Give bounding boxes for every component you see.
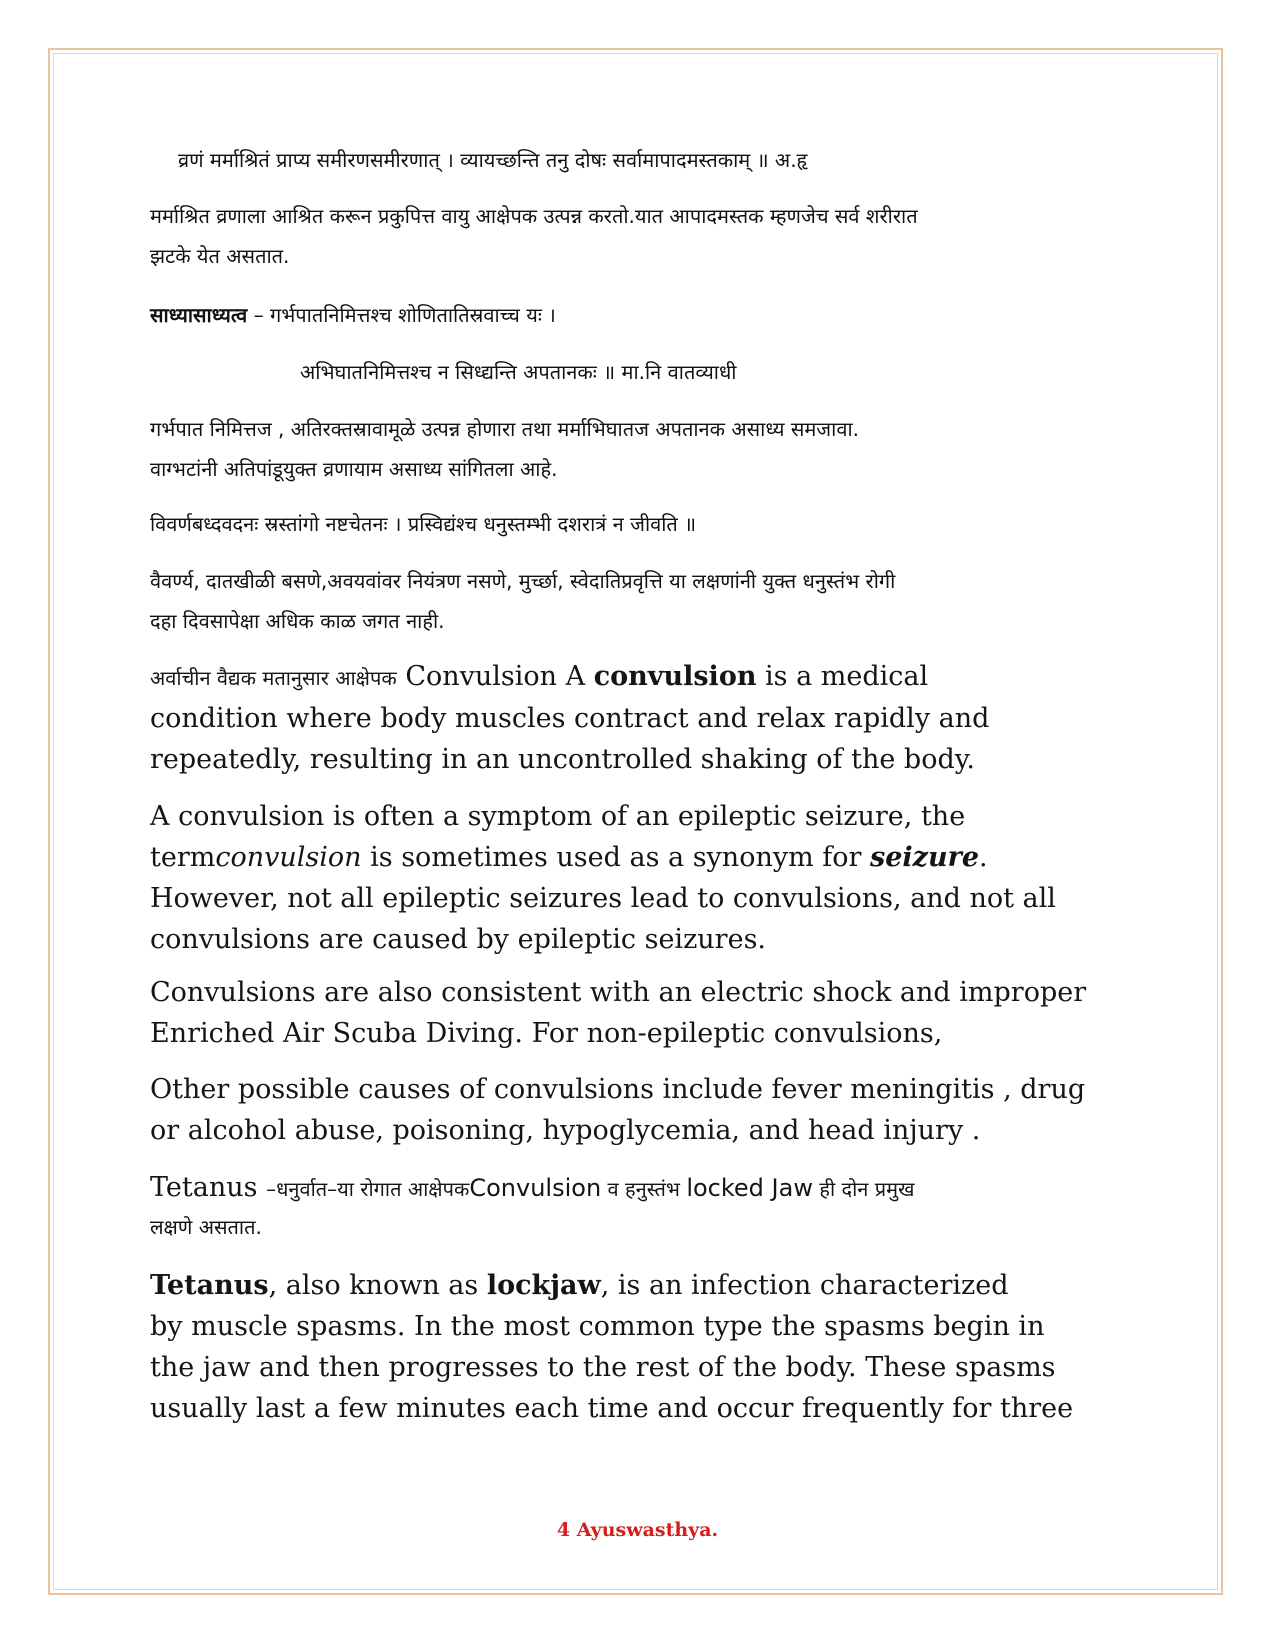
paragraph-line: However, not all epileptic seizures lead to convulsions, and not all [150, 883, 1056, 914]
page-footer: 4 Ayuswasthya. [556, 1519, 719, 1541]
marathi-span: –धनुर्वात–या रोगात आक्षेपक [266, 1177, 470, 1201]
text-span: term [150, 842, 216, 873]
marathi-span: व हनुस्तंभ [601, 1177, 687, 1201]
text-span: . [979, 842, 988, 873]
paragraph-line: by muscle spasms. In the most common type the spasms begin in [150, 1311, 1045, 1342]
text-span: Convulsion [469, 1174, 602, 1202]
shloka-2: अभिघातनिमित्तश्च न सिध्द्यन्ति अपतानकः ॥ मा.नि वातव्याधी [300, 360, 737, 384]
paragraph-tetanus-marathi [150, 1168, 1130, 1245]
paragraph-line [150, 1168, 1130, 1209]
paragraph-line: मर्माश्रित व्रणाला आश्रित करून प्रकुपित्त वायु आक्षेपक उत्पन्न करतो.यात आपादमस्तक म्हणजेच सर्व शरीरात [150, 204, 918, 228]
shloka-1: व्रणं मर्माश्रितं प्राप्य समीरणसमीरणात् । व्यायच्छन्ति तनु दोषः सर्वामापादमस्तकाम् ॥ अ.हृ [178, 148, 808, 172]
paragraph-line: convulsions are caused by epileptic seizures. [150, 924, 767, 955]
paragraph-line: गर्भपात निमित्तज , अतिरक्तस्रावामूळे उत्पन्न होणारा तथा मर्माभिघातज अपतानक असाध्य समजावा. [150, 417, 859, 441]
marathi-intro: अर्वाचीन वैद्यक मतानुसार आक्षेपक [150, 666, 397, 690]
paragraph-line: वाग्भटांनी अतिपांडूयुक्त व्रणायाम असाध्य सांगितला आहे. [150, 457, 558, 481]
paragraph-line: usually last a few minutes each time and occur frequently for three [150, 1393, 1074, 1424]
paragraph-epileptic [150, 796, 1130, 960]
sadhyasadhyatva-line [150, 295, 1110, 335]
text-span: is a medical [756, 661, 929, 692]
text-span: is sometimes used as a synonym for [361, 842, 871, 873]
paragraph-other-causes [150, 1069, 1130, 1151]
shloka-3: विवर्णबध्दवदनः स्रस्तांगो नष्टचेतनः । प्रस्विद्यंश्च धनुस्तम्भी दशरात्रं न जीवति ॥ [150, 512, 697, 536]
paragraph-explanation-3 [150, 561, 1110, 641]
marathi-span: ही दोन प्रमुख [812, 1177, 915, 1201]
paragraph-line: झटके येत असतात. [150, 244, 290, 268]
text-span: , is an infection characterized [600, 1270, 1009, 1301]
italic-term: convulsion [215, 842, 362, 873]
paragraph-line: Other possible causes of convulsions include fever meningitis , drug [150, 1074, 1086, 1105]
paragraph-line [150, 837, 1130, 878]
text-span: locked Jaw [686, 1174, 813, 1202]
paragraph-line [150, 656, 1130, 698]
paragraph-line: condition where body muscles contract and relax rapidly and [150, 703, 990, 734]
paragraph-tetanus [150, 1265, 1130, 1429]
paragraph-line: लक्षणे असतात. [150, 1215, 262, 1239]
paragraph-line: or alcohol abuse, poisoning, hypoglycemia, and head injury . [150, 1115, 981, 1146]
paragraph-line [150, 1265, 1130, 1306]
text-span: Convulsion A [396, 661, 594, 692]
text-span: Tetanus [150, 1172, 267, 1203]
paragraph-line: दहा दिवसापेक्षा अधिक काळ जगत नाही. [150, 609, 445, 633]
bold-term: Tetanus [150, 1270, 269, 1301]
shloka-text: – गर्भपातनिमित्तश्च शोणितातिस्रवाच्च यः । [247, 303, 556, 327]
paragraph-line: repeatedly, resulting in an uncontrolled shaking of the body. [150, 744, 975, 775]
paragraph-explanation-1 [150, 196, 1110, 276]
text-span: , also known as [268, 1270, 487, 1301]
paragraph-explanation-2 [150, 409, 1110, 489]
paragraph-line: the jaw and then progresses to the rest of the body. These spasms [150, 1352, 1056, 1383]
paragraph-line: A convulsion is often a symptom of an epileptic seizure, the [150, 801, 966, 832]
paragraph-convulsion [150, 656, 1130, 780]
paragraph-line: वैवर्ण्य, दातखीळी बसणे,अवयवांवर नियंत्रण नसणे, मुर्च्छा, स्वेदातिप्रवृत्ति या लक्षणांनी युक्त धनुस्तंभ रोगी [150, 569, 896, 593]
section-label: साध्यासाध्यत्व [150, 303, 248, 327]
paragraph-line: Convulsions are also consistent with an electric shock and improper [150, 977, 1087, 1008]
bold-term: lockjaw [486, 1270, 601, 1301]
paragraph-line: Enriched Air Scuba Diving. For non-epileptic convulsions, [150, 1018, 943, 1049]
bold-term: convulsion [593, 661, 757, 692]
paragraph-electric-shock [150, 972, 1130, 1054]
bold-italic-term: seizure [870, 842, 980, 873]
